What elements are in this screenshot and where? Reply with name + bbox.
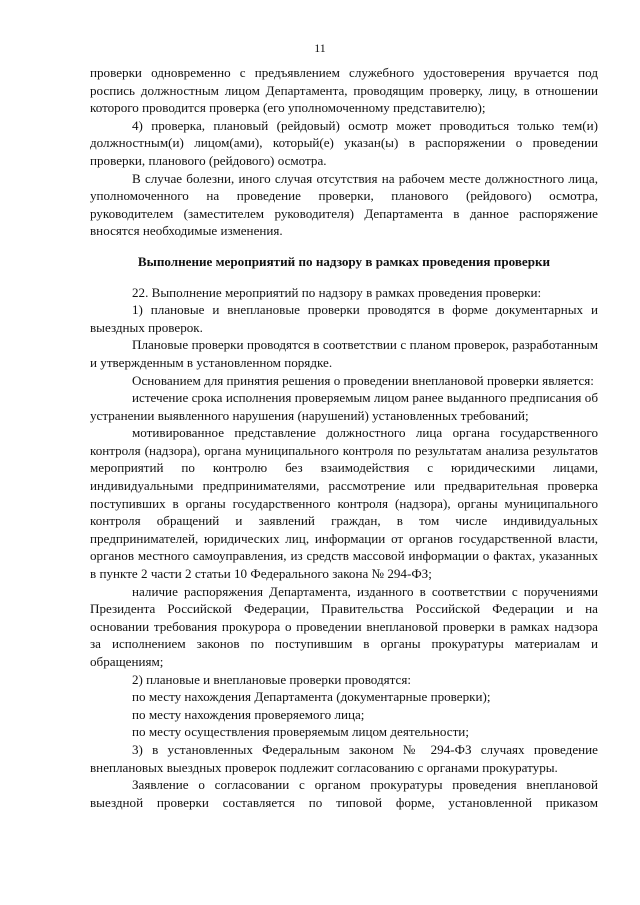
document-body	[90, 64, 598, 811]
paragraph: Плановые проверки проводятся в соответствии с планом проверок, разработанным и утвержденным в установленном порядке.	[90, 337, 598, 370]
paragraph: по месту нахождения Департамента (документарные проверки);	[132, 689, 491, 705]
paragraph: мотивированное представление должностного лица органа государственного контроля (надзора), органа муниципального контроля по результатам анализа результатов мероприятий по контролю без взаимодействия с юридическими лицами, индивидуальными предпринимателями, рассмотрение или предварительная проверка поступивших в органы государственного контроля (надзора), органы муниципального контроля обращений и заявлений граждан, в том числе индивидуальных предпринимателей, юридических лиц, информации от органов государственной власти, органов местного самоуправления, из средств массовой информации о фактах, указанных в пункте 2 части 2 статьи 10 Федерального закона № 294-ФЗ;	[90, 425, 598, 582]
paragraph: по месту нахождения проверяемого лица;	[132, 706, 365, 722]
paragraph: В случае болезни, иного случая отсутствия на рабочем месте должностного лица, уполномоченного на проведение проверки, планового (рейдового) осмотра, руководителем (заместителем руководителя) Департамента в данное распоряжение вносятся необходимые изменения.	[90, 170, 598, 239]
paragraph: 3) в установленных Федеральным законом № 294-ФЗ случаях проведение внеплановых выездных проверок подлежит согласованию с органами прокуратуры.	[90, 741, 598, 775]
paragraph: Основанием для принятия решения о проведении внеплановой проверки является:	[132, 372, 594, 388]
section-heading: Выполнение мероприятий по надзору в рамках проведения проверки	[137, 253, 551, 269]
paragraph: 22. Выполнение мероприятий по надзору в рамках проведения проверки:	[132, 284, 542, 300]
paragraph: проверки одновременно с предъявлением служебного удостоверения вручается под роспись должностным лицом Департамента, проводящим проверку, лицу, в отношении которого проводится проверка (его уполномоченному представителю);	[90, 65, 598, 116]
paragraph: по месту осуществления проверяемым лицом деятельности;	[132, 724, 469, 740]
paragraph: наличие распоряжения Департамента, изданного в соответствии с поручениями Президента Российской Федерации, Правительства Российской Федерации и на основании требования прокурора о проведении внеплановой проверки в рамках надзора за исполнением законов по поступившим в органы прокуратуры материалам и обращениям;	[90, 583, 598, 669]
paragraph: истечение срока исполнения проверяемым лицом ранее выданного предписания об устранении выявленного нарушения (нарушений) установленных требований;	[90, 390, 598, 423]
paragraph: 4) проверка, плановый (рейдовый) осмотр может проводиться только тем(и) должностным(и) лицом(ами), который(е) указан(ы) в распоряжении о проведении проверки, планового (рейдового) осмотра.	[90, 117, 598, 168]
paragraph: 2) плановые и внеплановые проверки проводятся:	[132, 671, 412, 687]
page-number: 11	[314, 41, 326, 55]
paragraph: Заявление о согласовании с органом прокуратуры проведения внеплановой выездной проверки составляется по типовой форме, установленной приказом	[90, 777, 598, 810]
paragraph: 1) плановые и внеплановые проверки проводятся в форме документарных и выездных проверок.	[90, 302, 598, 335]
